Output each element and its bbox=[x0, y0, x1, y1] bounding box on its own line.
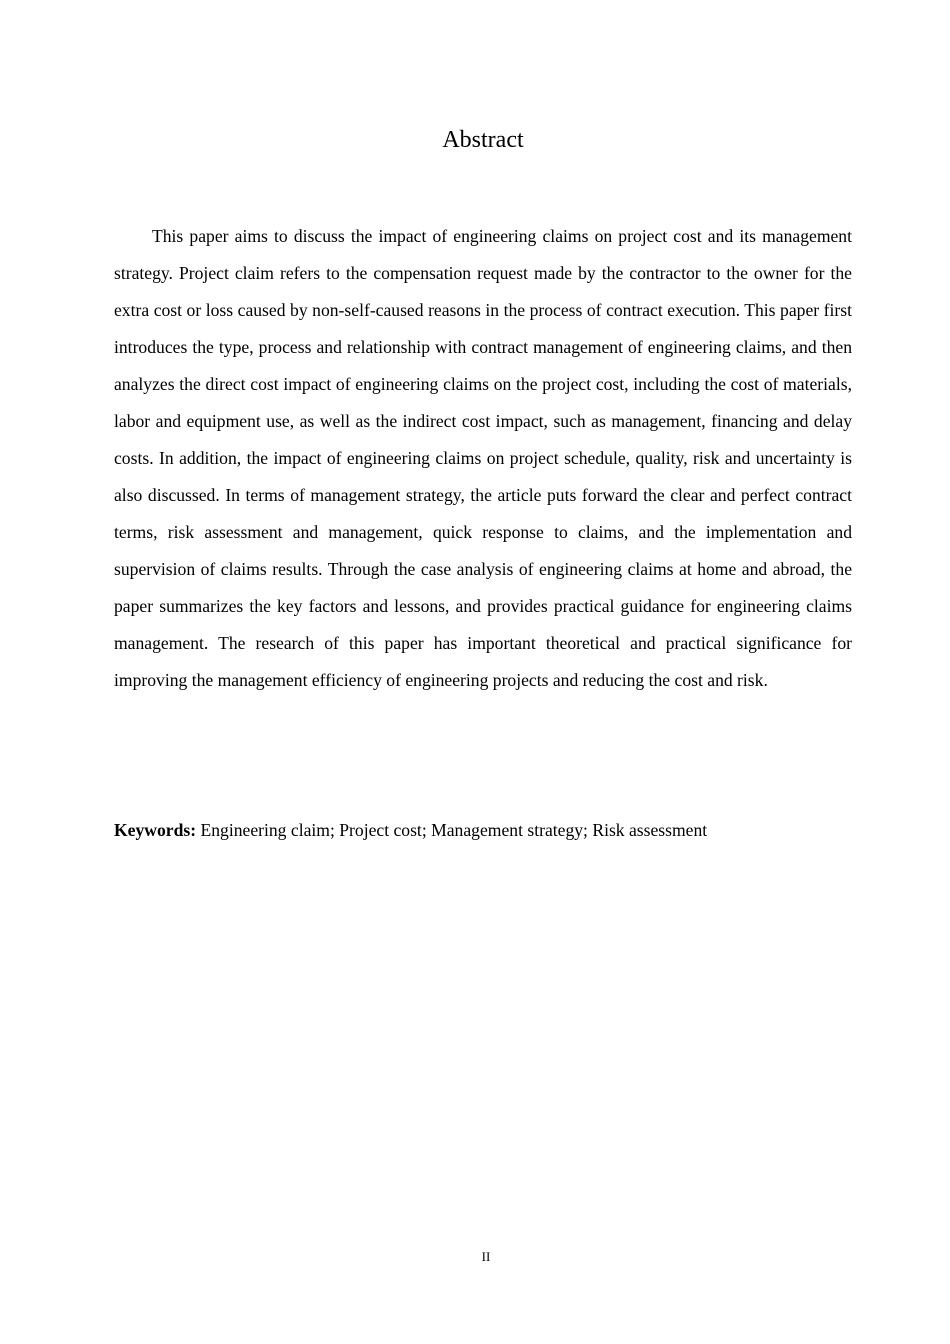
keywords-line bbox=[114, 812, 852, 849]
page-number: II bbox=[481, 1249, 491, 1264]
page-title: Abstract bbox=[442, 127, 524, 153]
keywords-list: Engineering claim; Project cost; Management strategy; Risk assessment bbox=[200, 820, 708, 840]
keywords-label: Keywords: bbox=[114, 820, 197, 840]
abstract-paragraph: This paper aims to discuss the impact of engineering claims on project cost and its management strategy. Project claim refers to the compensation request made by the contractor to the owner for the extra cost or loss caused by non-self-caused reasons in the process of contract execution. This paper first introduces the type, process and relationship with contract management of engineering claims, and then analyzes the direct cost impact of engineering claims on the project cost, including the cost of materials, labor and equipment use, as well as the indirect cost impact, such as management, financing and delay costs. In addition, the impact of engineering claims on project schedule, quality, risk and uncertainty is also discussed. In terms of management strategy, the article puts forward the clear and perfect contract terms, risk assessment and management, quick response to claims, and the implementation and supervision of claims results. Through the case analysis of engineering claims at home and abroad, the paper summarizes the key factors and lessons, and provides practical guidance for engineering claims management. The research of this paper has important theoretical and practical significance for improving the management efficiency of engineering projects and reducing the cost and risk. bbox=[114, 226, 852, 690]
